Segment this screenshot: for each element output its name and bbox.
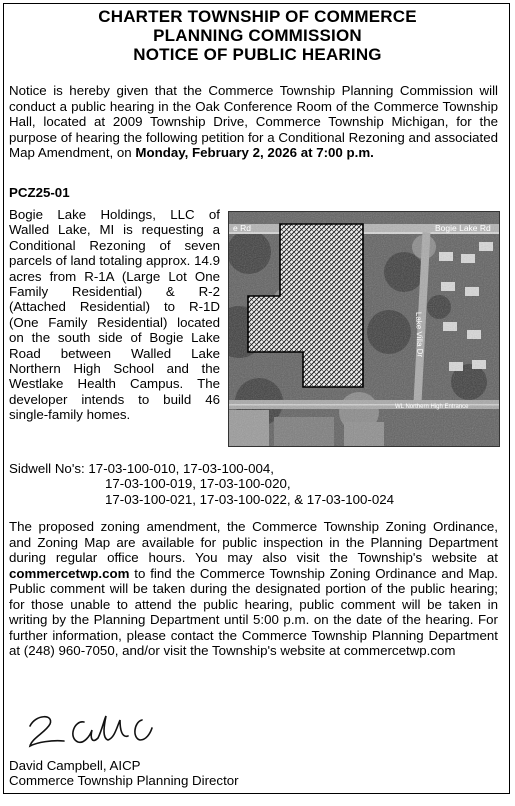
- sidwell-line-1: 17-03-100-010, 17-03-100-004,: [88, 461, 274, 476]
- case-description: Bogie Lake Holdings, LLC of Walled Lake, MI is requesting a Conditional Rezoning of seven parcels of land totaling approx. 14.9 acres from R-1A (Large Lot One Family Residential) & R-2 (Attached Residential) to R-1D (One Family Residential) located on the south side of Bogie Lake Road between Walled Lake Northern High School and the Westlake Health Campus. The developer intends to build 46 single-family homes.: [9, 207, 220, 423]
- body-text-start: The proposed zoning amendment, the Commerce Township Zoning Ordinance, and Zoning Map are available for public inspection in the Planning Department during regular office hours. You may also visit the Township's website at: [9, 519, 498, 565]
- map-label-bogie-lake-rd: Bogie Lake Rd: [435, 223, 491, 233]
- body-text-end: to find the Commerce Township Zoning Ordinance and Map. Public comment will be taken during the designated portion of the public hearing; for those unable to attend the public hearing, public comment will be taken in writing by the Planning Department until 5:00 p.m. on the date of the hearing. For further information, please contact the Commerce Township Planning Department at (248) 960-7050, and/or visit the Township's website at commercetwp.com: [9, 565, 498, 658]
- signer-title: Commerce Township Planning Director: [9, 773, 239, 789]
- website-link[interactable]: commercetwp.com: [9, 565, 130, 581]
- signer-name: David Campbell, AICP: [9, 758, 141, 773]
- sidwell-numbers: [9, 461, 394, 507]
- case-number: PCZ25-01: [9, 185, 70, 200]
- information-paragraph: [9, 519, 498, 659]
- sidwell-line-3: 17-03-100-021, 17-03-100-022, & 17-03-100-024: [105, 491, 395, 507]
- intro-text: Notice is hereby given that the Commerce Township Planning Commission will conduct a public hearing in the Oak Conference Room of the Commerce Township Hall, located at 2009 Township Drive, Commerce Township Michigan, for the purpose of hearing the following petition for a Conditional Rezoning and associated Map Amendment, on: [9, 83, 498, 160]
- hearing-date: Monday, February 2, 2026 at 7:00 p.m.: [135, 145, 374, 160]
- site-location-map: [228, 211, 500, 447]
- title-line-commission: PLANNING COMMISSION: [153, 26, 362, 45]
- handwritten-signature: [24, 708, 174, 761]
- title-line-township: CHARTER TOWNSHIP OF COMMERCE: [98, 7, 417, 26]
- map-label-road-left: e Rd: [233, 223, 251, 233]
- sidwell-label: Sidwell No's:: [9, 461, 85, 476]
- map-label-entrance: WL Northern High Entrance: [395, 404, 469, 410]
- title-line-notice: NOTICE OF PUBLIC HEARING: [133, 45, 382, 64]
- aerial-map-image: [229, 212, 499, 446]
- intro-paragraph: [9, 83, 498, 161]
- map-label-lake-villa: Lake Villa Dr: [414, 311, 425, 358]
- signature-block: [9, 758, 239, 789]
- sidwell-line-2: 17-03-100-019, 17-03-100-020,: [105, 476, 291, 492]
